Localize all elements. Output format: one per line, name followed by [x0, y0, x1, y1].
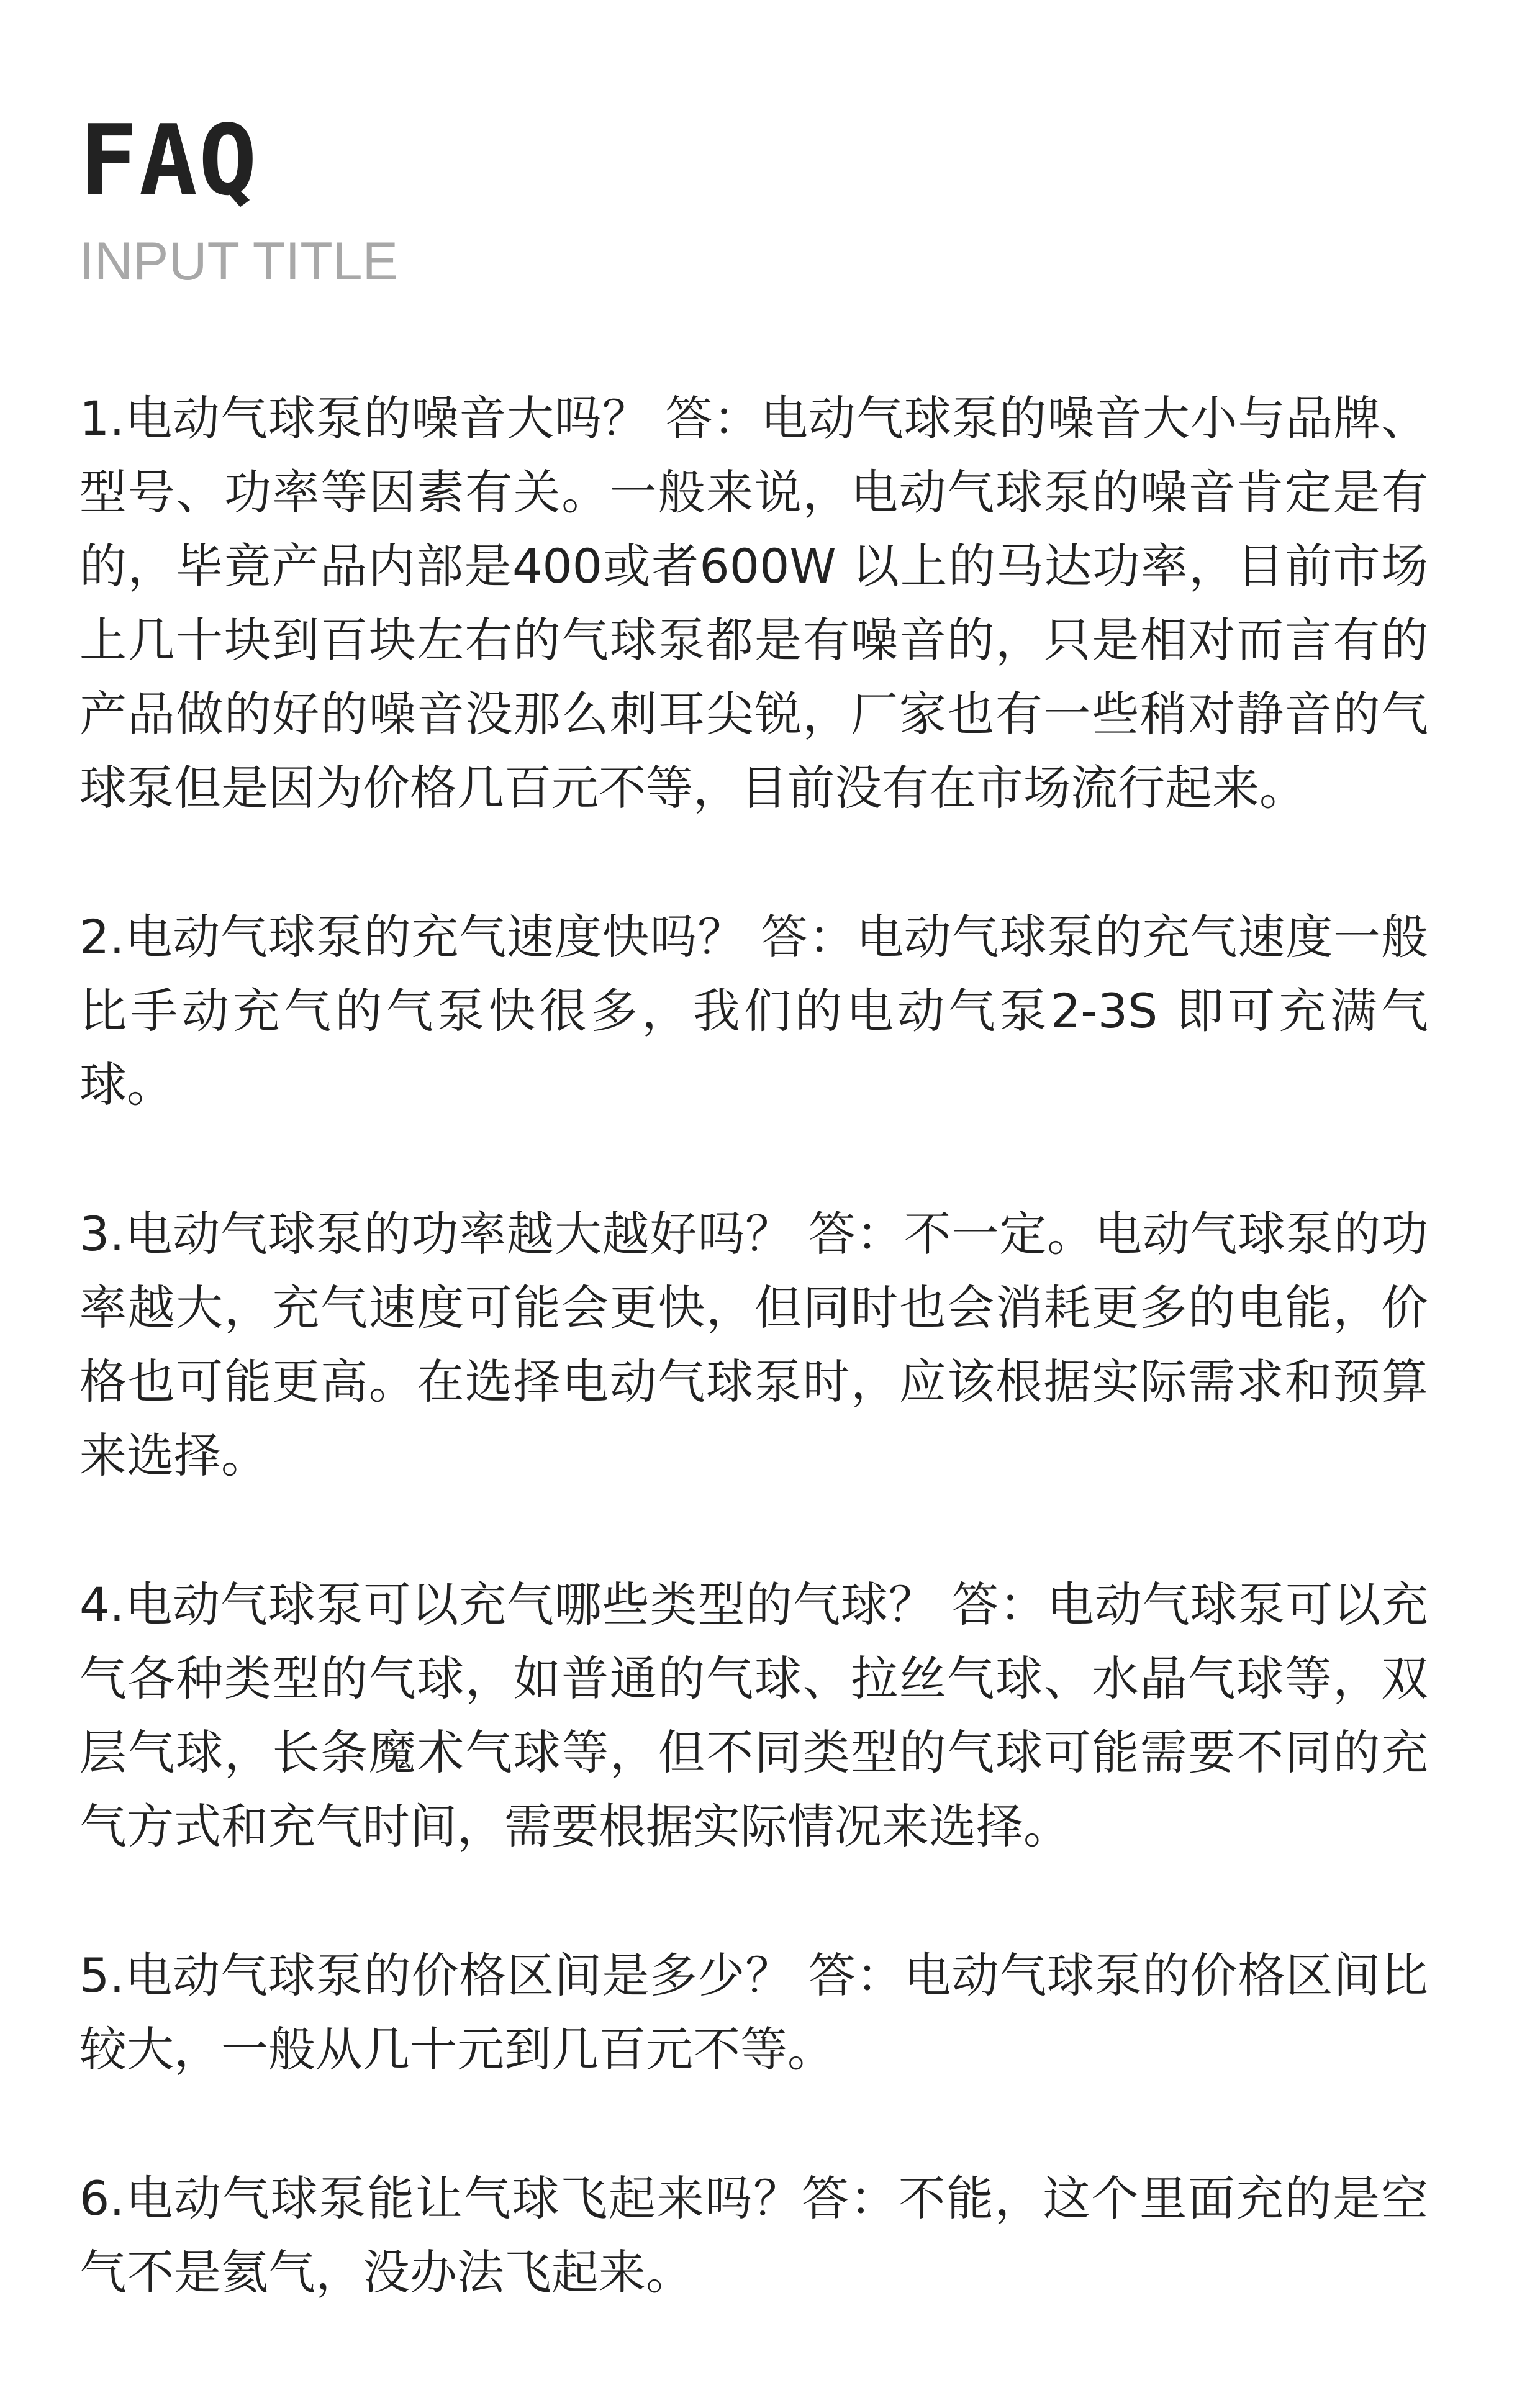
faq-item-3: 3.电动气球泵的功率越大越好吗？ 答：不一定。电动气球泵的功率越大，充气速度可能会更快，但同时也会消耗更多的电能，价格也可能更高。在选择电动气球泵时，应该根据实际需求和预算来选择。 — [79, 1206, 1428, 1483]
faq-item-1: 1.电动气球泵的噪音大吗？ 答：电动气球泵的噪音大小与品牌、型号、功率等因素有关。一般来说，电动气球泵的噪音肯定是有的，毕竟产品内部是400或者600W 以上的马达功率，目前市场上几十块到百块左右的气球泵都是有噪音的，只是相对而言有的产品做的好的噪音没那么刺耳尖锐，厂家也有一些稍对静音的气球泵但是因为价格几百元不等，目前没有在市场流行起来。 — [79, 391, 1428, 815]
faq-item-5: 5.电动气球泵的价格区间是多少？ 答：电动气球泵的价格区间比较大，一般从几十元到几百元不等。 — [79, 1948, 1428, 2077]
faq-item-6: 6.电动气球泵能让气球飞起来吗？答：不能，这个里面充的是空气不是氦气，没办法飞起来。 — [79, 2171, 1428, 2300]
page-title: FAQ — [79, 104, 258, 217]
faq-list — [79, 381, 1428, 2309]
faq-item-4: 4.电动气球泵可以充气哪些类型的气球？ 答：电动气球泵可以充气各种类型的气球，如普通的气球、拉丝气球、水晶气球等，双层气球，长条魔术气球等，但不同类型的气球可能需要不同的充气方式和充气时间，需要根据实际情况来选择。 — [79, 1577, 1428, 1854]
page-subtitle: INPUT TITLE — [79, 232, 398, 291]
faq-item-2: 2.电动气球泵的充气速度快吗？ 答：电动气球泵的充气速度一般比手动充气的气泵快很多，我们的电动气泵2-3S 即可充满气球。 — [79, 909, 1428, 1112]
